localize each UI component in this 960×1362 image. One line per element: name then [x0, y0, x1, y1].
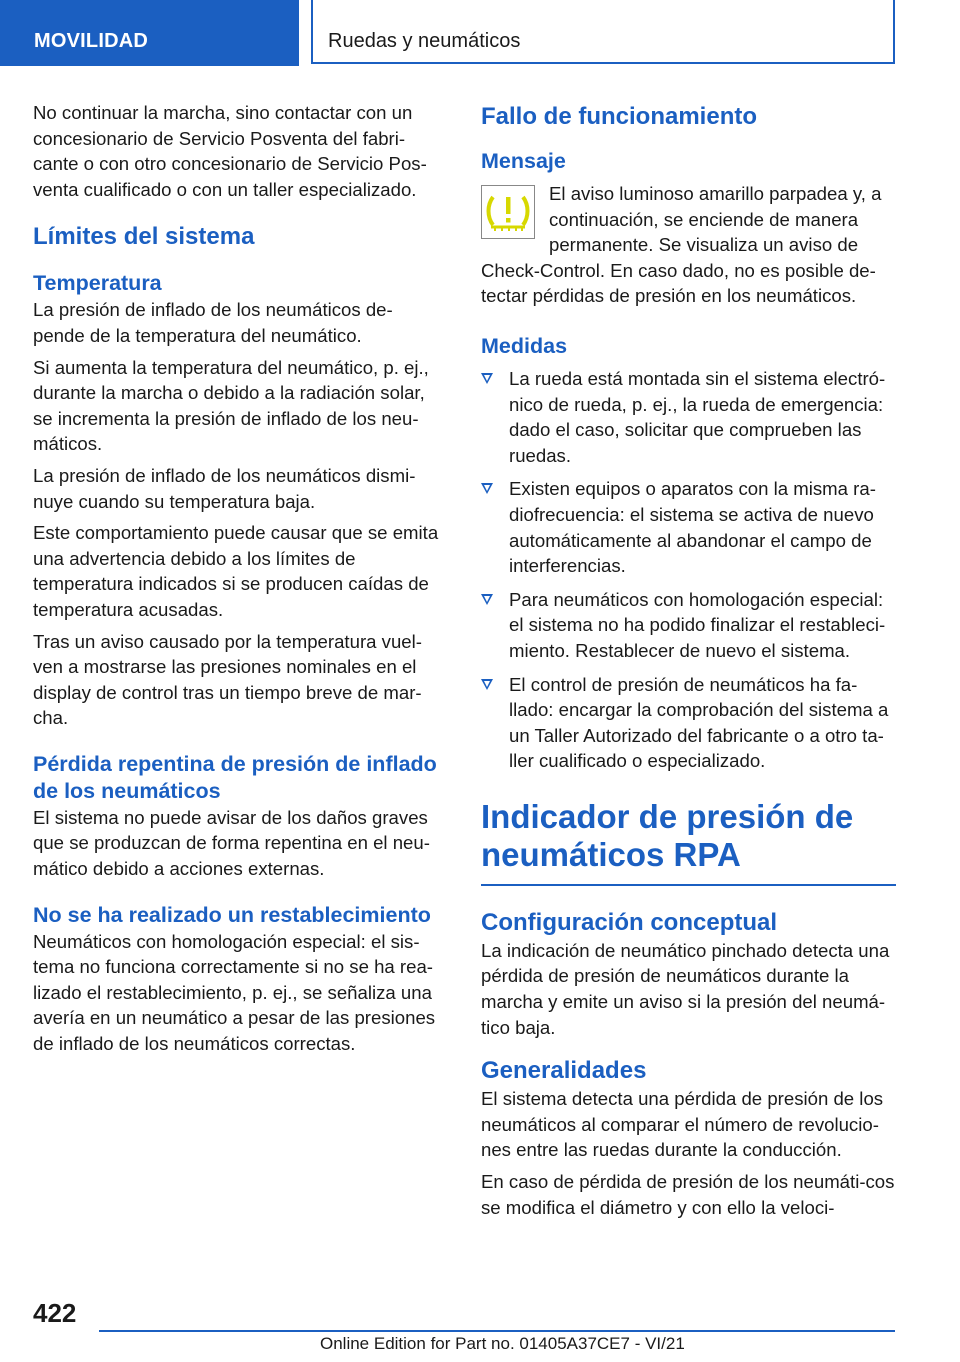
list-item [481, 366, 896, 468]
triangle-bullet-icon [481, 679, 493, 690]
footer-edition: Online Edition for Part no. 01405A37CE7 - VI/21 [320, 1334, 685, 1353]
temperature-paragraph-1: La presión de inflado de los neumáticos de-pende de la temperatura del neumático. [33, 299, 393, 346]
measure-text-4: El control de presión de neumáticos ha fa-llado: encargar la comprobación del sistema a un Taller Autorizado del fabricante o a otro ta-ller cualificado o especializado. [509, 673, 889, 772]
sudden-loss-paragraph: El sistema no puede avisar de los daños graves que se produzcan de forma repentina en el neu-mático debido a acciones externas. [33, 806, 430, 880]
measures-list [481, 366, 896, 774]
heading-sudden-loss: Pérdida repentina de presión de inflado de los neumáticos [33, 751, 437, 803]
heading-general: Generalidades [481, 1057, 647, 1085]
heading-concept: Configuración conceptual [481, 908, 778, 936]
triangle-bullet-icon [481, 483, 493, 494]
measure-text-1: La rueda está montada sin el sistema electró-nico de rueda, p. ej., la rueda de emergencia: dado el caso, solicitar que comprueben las ruedas. [509, 367, 886, 466]
concept-paragraph: La indicación de neumático pinchado detecta una pérdida de presión de neumáticos durante la marcha y emite un aviso si la presión del neumá-tico baja. [481, 939, 890, 1038]
measure-text-3: Para neumáticos con homologación especial: el sistema no ha podido finalizar el restableci-miento. Restablecer de nuevo el sistema. [509, 588, 886, 661]
triangle-bullet-icon [481, 373, 493, 384]
left-column [33, 100, 443, 1063]
right-column [481, 100, 896, 1226]
section-divider [481, 884, 896, 886]
tire-pressure-warning-icon [481, 185, 535, 239]
header-section-label: MOVILIDAD [34, 30, 149, 52]
no-reset-paragraph: Neumáticos con homologación especial: el sis-tema no funciona correctamente si no se ha rea-lizado el restablecimiento, p. ej., se señaliza una avería en un neumático a pesar de las presiones de inflado de los neumáticos correctas. [33, 930, 436, 1055]
heading-rpa: Indicador de presión de neumáticos RPA [481, 797, 854, 873]
header-section-tab [0, 0, 299, 66]
header-chapter-label: Ruedas y neumáticos [328, 30, 521, 52]
temperature-paragraph-4: Este comportamiento puede causar que se emita una advertencia debido a los límites de temperatura indicados si se producen caídas de temperatura acusadas. [33, 522, 439, 620]
intro-paragraph: No continuar la marcha, sino contactar con un concesionario de Servicio Posventa del fabri-cante o con otro concesionario de Servicio Pos-venta cualificado o con un taller especializado. [33, 102, 427, 200]
general-paragraph-2: En caso de pérdida de presión de los neumáti-cos se modifica el diámetro y con ello la veloci- [481, 1171, 895, 1218]
header-chapter-tab [311, 0, 895, 64]
message-paragraph: El aviso luminoso amarillo parpadea y, a continuación, se enciende de manera permanente. Se visualiza un aviso de Check-Control. En caso dado, no es posible de-tectar pérdidas de presión en los neumáticos. [481, 183, 882, 307]
message-block [481, 181, 896, 309]
footer-divider [99, 1330, 895, 1332]
heading-message: Mensaje [481, 149, 566, 173]
temperature-paragraph-3: La presión de inflado de los neumáticos dismi-nuye cuando su temperatura baja. [33, 464, 416, 512]
page-number: 422 [33, 1298, 77, 1328]
temperature-paragraph-5: Tras un aviso causado por la temperatura vuel-ven a mostrarse las presiones nominales en el display de control tras un tiempo breve de mar-cha. [33, 630, 422, 729]
heading-temperature: Temperatura [33, 271, 162, 296]
heading-malfunction: Fallo de funcionamiento [481, 103, 758, 130]
heading-measures: Medidas [481, 333, 568, 358]
list-item [481, 476, 896, 578]
general-paragraph-1: El sistema detecta una pérdida de presión de los neumáticos al comparar el número de revolucio-nes entre las ruedas durante la conducción. [481, 1088, 884, 1161]
list-item [481, 672, 896, 774]
temperature-paragraph-2: Si aumenta la temperatura del neumático, p. ej., durante la marcha o debido a la radiación solar, se incrementa la presión de inflado de los neu-máticos. [33, 356, 429, 455]
list-item [481, 587, 896, 664]
measure-text-2: Existen equipos o aparatos con la misma ra-diofrecuencia: el sistema se activa de nuevo automáticamente al abandonar el campo de interferencias. [509, 478, 876, 577]
heading-no-reset: No se ha realizado un restablecimiento [33, 902, 431, 927]
triangle-bullet-icon [481, 594, 493, 605]
heading-system-limits: Límites del sistema [33, 223, 255, 251]
